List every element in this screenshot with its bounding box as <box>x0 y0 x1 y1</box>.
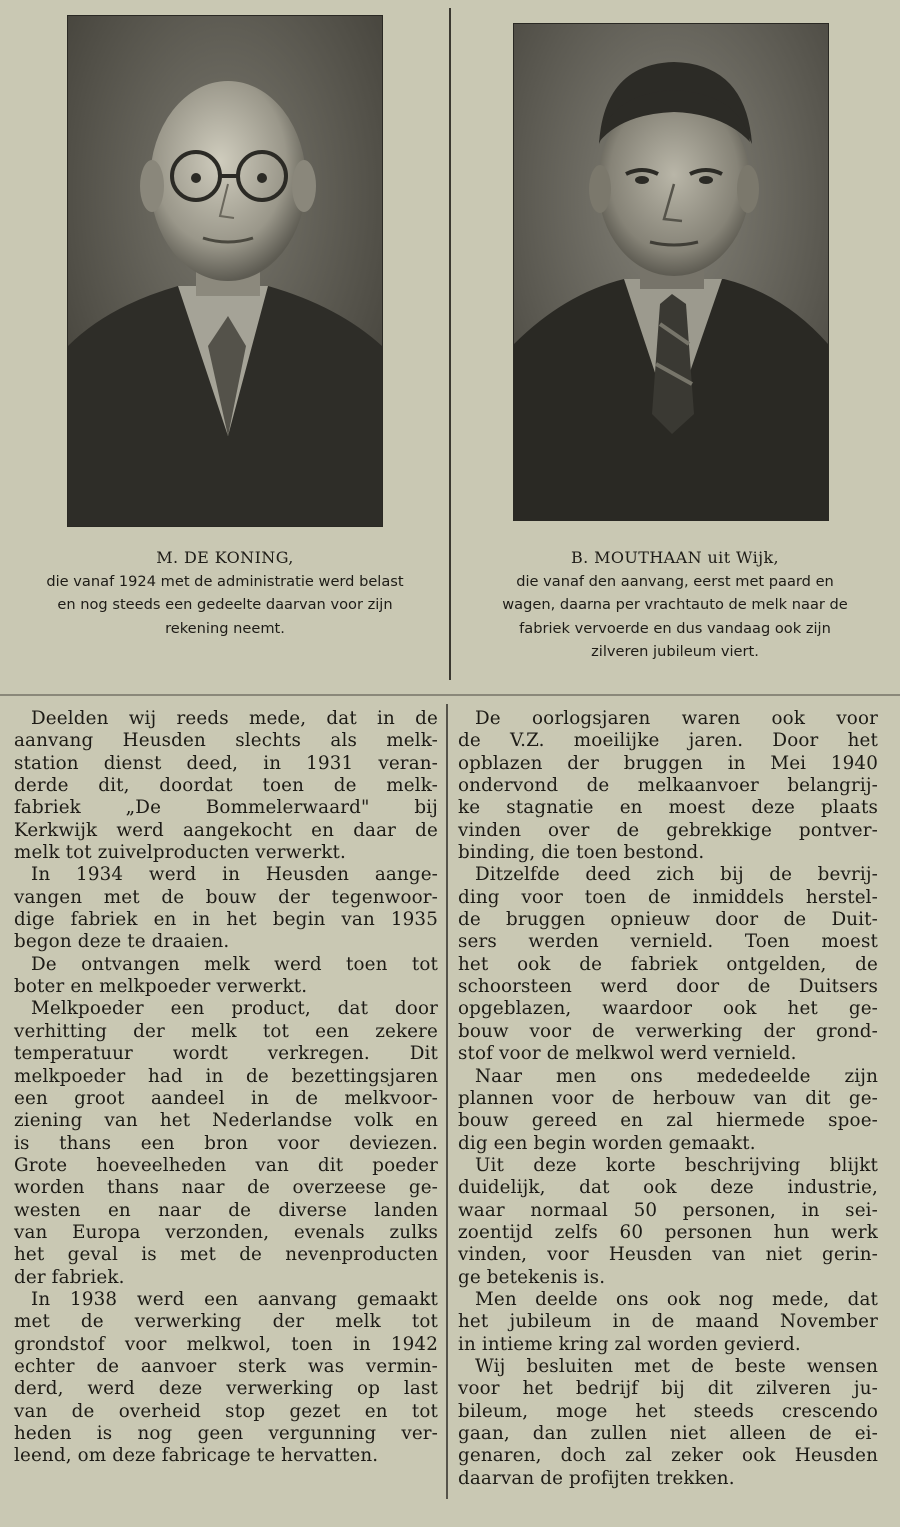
article-column-left <box>14 708 438 1468</box>
article-line: der fabriek. <box>14 1266 125 1288</box>
article-line: Uit deze korte beschrijving blijkt <box>475 1154 878 1176</box>
article-line: ziening van het Nederlandse volk en <box>14 1110 438 1132</box>
article-line: verhitting der melk tot een zekere <box>14 1020 438 1042</box>
caption-de-koning <box>5 546 445 640</box>
article-line: zoentijd zelfs 60 personen hun werk <box>458 1221 878 1243</box>
article-line: worden thans naar de overzeese ge- <box>14 1177 438 1199</box>
article-line: vangen met de bouw der tegenwoor- <box>14 886 438 908</box>
article-line: waar normaal 50 personen, in sei- <box>458 1199 878 1221</box>
article-column-right <box>458 708 878 1490</box>
article-line: derd, werd deze verwerking op last <box>14 1378 438 1400</box>
article-line: van Europa verzonden, evenals zulks <box>14 1221 438 1243</box>
caption-mouthaan <box>453 546 897 664</box>
article-line: genaren, doch zal zeker ook Heusden <box>458 1445 878 1467</box>
article-line: een groot aandeel in de melkvoor- <box>14 1087 438 1109</box>
article-line: dig een begin worden gemaakt. <box>458 1132 756 1154</box>
article-line: met de verwerking der melk tot <box>14 1311 438 1333</box>
article-line: bileum, moge het steeds crescendo <box>458 1400 878 1422</box>
article-line: Wij besluiten met de beste wensen <box>475 1355 878 1377</box>
article-line: opblazen der bruggen in Mei 1940 <box>458 752 878 774</box>
article-line: ding voor toen de inmiddels herstel- <box>458 886 878 908</box>
article-line: bouw gereed en zal hiermede spoe- <box>458 1110 878 1132</box>
article-line: leend, om deze fabricage te hervatten. <box>14 1445 379 1467</box>
article-line: westen en naar de diverse landen <box>14 1199 438 1221</box>
article-line: ke stagnatie en moest deze plaats <box>458 797 878 819</box>
article-line: in intieme kring zal worden gevierd. <box>458 1333 801 1355</box>
article-line: gaan, dan zullen niet alleen de ei- <box>458 1423 878 1444</box>
column-rule-top <box>449 8 451 680</box>
article-line: Naar men ons mededeelde zijn <box>475 1065 878 1087</box>
article-line: sers werden vernield. Toen moest <box>458 931 878 953</box>
article-line: heden is nog geen vergunning ver- <box>14 1423 438 1444</box>
article-line: Kerkwijk werd aangekocht en daar de <box>14 819 438 841</box>
article-line: station dienst deed, in 1931 veran- <box>14 752 438 774</box>
article-line: De oorlogsjaren waren ook voor <box>475 708 878 729</box>
article-line: aanvang Heusden slechts als melk- <box>14 730 438 752</box>
caption-name: B. MOUTHAAN uit Wijk, <box>570 548 780 567</box>
article-line: derde dit, doordat toen de melk- <box>14 775 438 797</box>
article-line: stof voor de melkwol werd vernield. <box>458 1043 797 1065</box>
article-line: de V.Z. moeilijke jaren. Door het <box>458 730 878 752</box>
column-rule-article <box>446 704 448 1499</box>
article-line: vinden, voor Heusden van niet gerin- <box>458 1244 878 1266</box>
caption-line: rekening neemt. <box>165 619 285 637</box>
portrait-photo-man-tie-icon <box>514 24 828 520</box>
caption-line: wagen, daarna per vrachtauto de melk naar de <box>502 596 848 613</box>
article-line: De ontvangen melk werd toen tot <box>31 953 438 975</box>
article-line: is thans een bron voor deviezen. <box>14 1132 438 1154</box>
article-line: temperatuur wordt verkregen. Dit <box>14 1043 438 1065</box>
article-line: de bruggen opnieuw door de Duit- <box>458 909 878 931</box>
article-line: dige fabriek en in het begin van 1935 <box>14 909 438 931</box>
article-line: het ook de fabriek ontgelden, de <box>458 953 878 975</box>
article-line: vinden over de gebrekkige pontver- <box>458 819 878 841</box>
portrait-photo-man-glasses-icon <box>68 16 382 526</box>
article-line: melkpoeder had in de bezettingsjaren <box>14 1065 438 1087</box>
article-line: Men deelde ons ook nog mede, dat <box>475 1288 878 1310</box>
caption-line: zilveren jubileum viert. <box>591 643 759 660</box>
article-line: plannen voor de herbouw van dit ge- <box>458 1087 878 1109</box>
portrait-photo-mouthaan <box>513 23 829 521</box>
article-line: In 1938 werd een aanvang gemaakt <box>31 1288 438 1310</box>
article-line: ondervond de melkaanvoer belangrij- <box>458 775 878 797</box>
article-line: begon deze te draaien. <box>14 931 230 953</box>
article-line: Deelden wij reeds mede, dat in de <box>31 708 438 729</box>
article-line: grondstof voor melkwol, toen in 1942 <box>14 1333 438 1355</box>
article-line: In 1934 werd in Heusden aange- <box>31 864 438 886</box>
article-line: echter de aanvoer sterk was vermin- <box>14 1355 438 1377</box>
article-line: fabriek „De Bommelerwaard" bij <box>14 797 438 819</box>
caption-line: fabriek vervoerde en dus vandaag ook zijn <box>519 619 831 637</box>
article-line: het jubileum in de maand November <box>458 1311 878 1333</box>
article-line: het geval is met de nevenproducten <box>14 1244 438 1266</box>
caption-name: M. DE KONING, <box>156 548 294 567</box>
article-line: opgeblazen, waardoor ook het ge- <box>458 998 878 1020</box>
article-line: schoorsteen werd door de Duitsers <box>458 976 878 998</box>
article-line: Melkpoeder een product, dat door <box>31 998 438 1020</box>
article-line: melk tot zuivelproducten verwerkt. <box>14 842 346 864</box>
article-line: binding, die toen bestond. <box>458 842 705 864</box>
section-divider <box>0 694 900 696</box>
article-line: duidelijk, dat ook deze industrie, <box>458 1177 878 1199</box>
article-line: boter en melkpoeder verwerkt. <box>14 976 308 998</box>
caption-line: die vanaf den aanvang, eerst met paard en <box>516 572 834 590</box>
article-line: Ditzelfde deed zich bij de bevrij- <box>475 864 878 886</box>
article-line: ge betekenis is. <box>458 1266 606 1288</box>
article-line: Grote hoeveelheden van dit poeder <box>14 1154 438 1176</box>
caption-line: en nog steeds een gedeelte daarvan voor zijn <box>57 596 393 613</box>
article-line: bouw voor de verwerking der grond- <box>458 1020 878 1042</box>
article-line: daarvan de profijten trekken. <box>458 1467 735 1489</box>
article-line: voor het bedrijf bij dit zilveren ju- <box>458 1378 878 1400</box>
portrait-photo-de-koning <box>67 15 383 527</box>
article-line: van de overheid stop gezet en tot <box>14 1400 438 1422</box>
caption-line: die vanaf 1924 met de administratie werd belast <box>46 572 404 590</box>
